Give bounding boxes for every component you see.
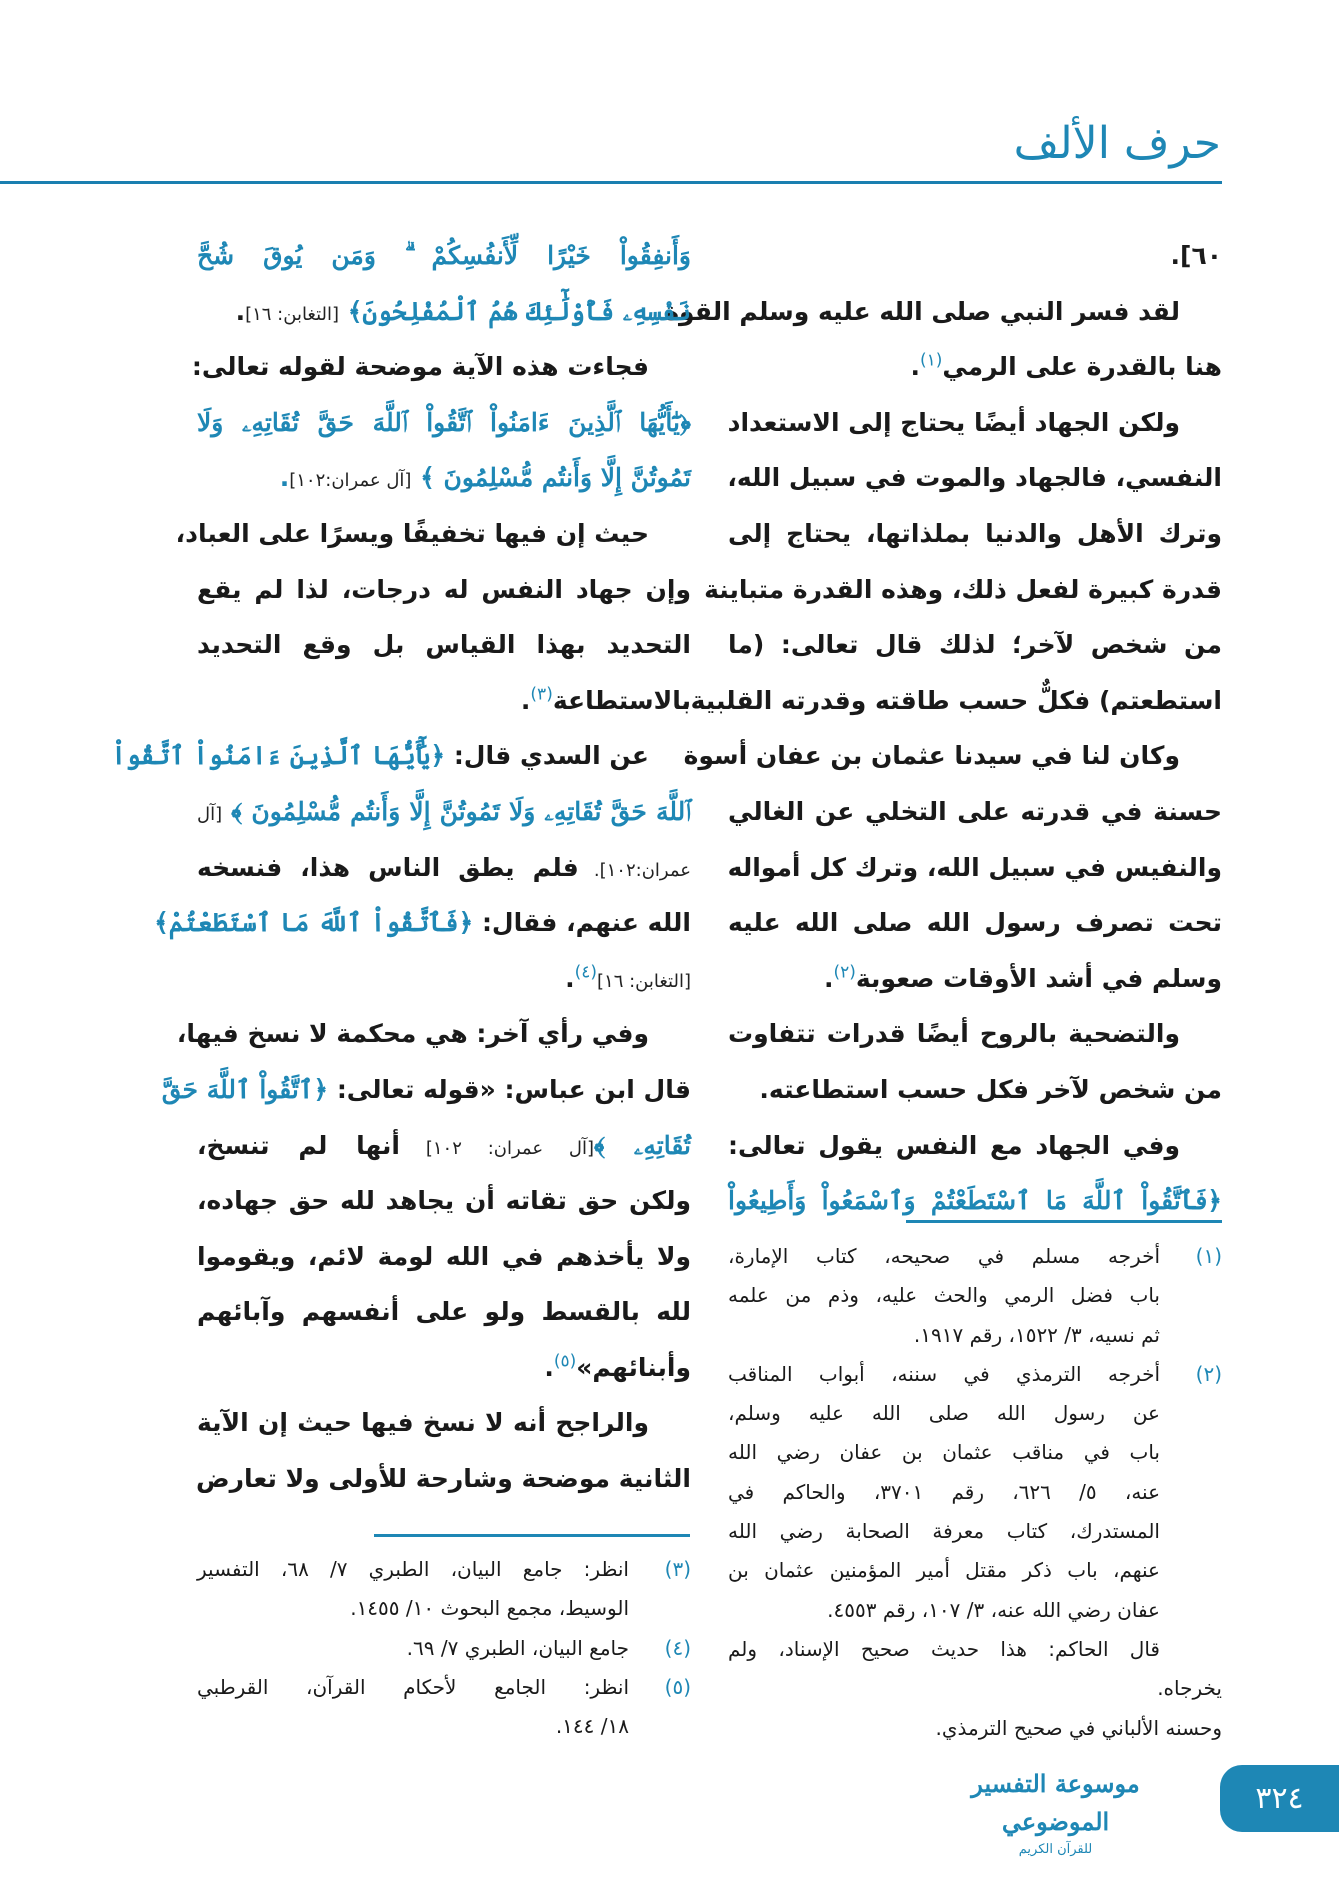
body-text: النفسي، فالجهاد والموت في سبيل الله، — [727, 463, 1222, 493]
text-line — [728, 450, 1222, 506]
footnote-line — [197, 1550, 691, 1589]
body-text: قدرة كبيرة لفعل ذلك، وهذه القدرة متباينة — [704, 574, 1222, 604]
text-line — [197, 395, 691, 451]
footnote-text: ١٨/ ١٤٤. — [555, 1714, 629, 1739]
footnote-line — [728, 1591, 1222, 1630]
body-text: . — [544, 1352, 554, 1382]
body-text: بالاستطاعة — [552, 685, 691, 715]
body-text: وسلم في أشد الأوقات صعوبة — [855, 963, 1222, 993]
footnote-text: قال الحاكم: هذا حديث صحيح الإسناد، ولم — [728, 1636, 1160, 1661]
text-line — [728, 784, 1222, 840]
quran-verse: تَمُوتُنَّ إِلَّا وَأَنتُم مُّسْلِمُونَ ﴾ — [411, 463, 691, 493]
footnote-number: (٥) — [664, 1674, 691, 1699]
text-line — [197, 617, 691, 673]
body-text: ولكن الجهاد أيضًا يحتاج إلى الاستعداد — [727, 407, 1180, 437]
footnote-line — [197, 1707, 691, 1746]
text-line — [197, 1118, 691, 1174]
body-text: تحت تصرف رسول الله صلى الله عليه — [728, 908, 1222, 938]
footnote-ref: (١) — [919, 350, 943, 371]
text-line — [191, 339, 691, 395]
verse-reference: [آل — [197, 803, 223, 825]
right-column-text — [664, 228, 1222, 1229]
logo-title: موسوعة التفسير الموضوعي — [971, 1769, 1140, 1836]
text-line — [728, 395, 1222, 451]
text-line — [197, 1229, 691, 1285]
quran-verse: ٱللَّهَ حَقَّ تُقَاتِهِۦ وَلَا تَمُوتُنَّ إِلَّا وَأَنتُم مُّسْلِمُونَ ﴾ — [222, 796, 691, 826]
body-text: قال ابن عباس: «قوله تعالى: — [328, 1074, 691, 1104]
footnote-line — [728, 1355, 1222, 1394]
body-text: ولا يأخذهم في الله لومة لائم، ويقوموا — [197, 1241, 691, 1271]
footnote-text: باب في مناقب عثمان بن عفان رضي الله — [728, 1440, 1160, 1465]
logo-subtitle: للقرآن الكريم — [1018, 1842, 1093, 1857]
body-text: وفي الجهاد مع النفس يقول تعالى: — [728, 1130, 1180, 1160]
period: . — [279, 463, 290, 493]
text-line — [197, 951, 691, 1007]
footnote-text: يخرجاه. — [1157, 1676, 1222, 1701]
verse-reference: عمران:١٠٢]. — [578, 859, 691, 881]
footnote-text: عنهم، باب ذكر مقتل أمير المؤمنين عثمان بن — [728, 1558, 1160, 1583]
text-line — [728, 617, 1222, 673]
encyclopedia-logo — [933, 1765, 1178, 1857]
body-text: . — [910, 352, 920, 382]
quran-verse: ﴿يَٰٓأَيُّهَا ٱلَّذِينَ ءَامَنُواْ ٱتَّقُواْ — [111, 741, 446, 771]
text-line — [728, 1062, 1222, 1118]
text-line — [197, 1284, 691, 1340]
footnotes-left — [197, 1550, 691, 1746]
footnote-ref: (٣) — [530, 684, 553, 705]
body-text: ولكن حق تقاته أن يجاهد لله حق جهاده، — [197, 1186, 691, 1216]
body-text: هنا بالقدرة على الرمي — [942, 352, 1222, 382]
text-line — [111, 728, 691, 784]
text-line — [197, 1451, 691, 1507]
body-text: حسنة في قدرته على التخلي عن الغالي — [728, 796, 1222, 826]
footnote-text: عفان رضي الله عنه، ٣/ ١٠٧، رقم ٤٥٥٣. — [827, 1597, 1160, 1622]
footnote-line — [728, 1669, 1222, 1708]
text-line — [197, 228, 691, 284]
footnote-ref: (٢) — [833, 962, 856, 983]
header-divider — [0, 181, 1222, 184]
text-line — [728, 951, 1222, 1007]
text-line — [197, 784, 691, 840]
footnote-line — [728, 1630, 1222, 1669]
text-line — [728, 228, 1222, 284]
text-line — [728, 1118, 1222, 1174]
page-number-badge — [1220, 1765, 1339, 1832]
text-line — [664, 284, 1222, 340]
text-line — [681, 673, 1222, 729]
footnote-text: انظر: جامع البيان، الطبري ٧/ ٦٨، التفسير — [197, 1557, 629, 1581]
body-text: . — [235, 296, 246, 326]
footnote-line — [728, 1433, 1222, 1472]
text-line — [704, 562, 1222, 618]
body-text: ٦٠]. — [1170, 241, 1222, 270]
footnote-line — [197, 1589, 691, 1628]
body-text: أنها لم تنسخ، — [197, 1130, 401, 1160]
body-text: . — [565, 963, 575, 993]
verse-reference: [التغابن: ١٦] — [597, 970, 691, 992]
footnote-ref: (٥) — [553, 1351, 577, 1372]
body-text: استطعتم) فكلٌّ حسب طاقته وقدرته القلبية. — [681, 685, 1222, 715]
footnotes-right — [728, 1237, 1222, 1748]
footnote-line — [728, 1473, 1222, 1512]
page-number: ٣٢٤ — [1255, 1781, 1304, 1816]
body-text: والتضحية بالروح أيضًا قدرات تتفاوت — [728, 1019, 1180, 1049]
footnote-text: ثم نسيه، ٣/ ١٥٢٢، رقم ١٩١٧. — [913, 1322, 1160, 1347]
footnote-text: وحسنه الألباني في صحيح الترمذي. — [935, 1715, 1222, 1740]
chapter-title: حرف الألف — [1013, 118, 1221, 169]
footnote-separator-right — [906, 1220, 1222, 1223]
text-line — [197, 562, 691, 618]
left-column-text — [111, 228, 691, 1507]
verse-reference: [التغابن: ١٦] — [245, 303, 340, 325]
body-text: والنفيس في سبيل الله، وترك كل أمواله — [727, 852, 1222, 882]
footnote-text: أخرجه الترمذي في سننه، أبواب المناقب — [728, 1361, 1160, 1386]
footnote-number: (٤) — [664, 1635, 691, 1660]
footnote-line — [728, 1276, 1222, 1315]
body-text: . — [823, 963, 834, 993]
text-line — [728, 895, 1222, 951]
footnote-text: عنه، ٥/ ٦٢٦، رقم ٣٧٠١، والحاكم في — [728, 1479, 1161, 1504]
text-line — [175, 506, 691, 562]
footnote-line — [728, 1709, 1222, 1748]
footnote-line — [728, 1512, 1222, 1551]
text-line — [728, 506, 1222, 562]
body-text: والراجح أنه لا نسخ فيها حيث إن الآية — [197, 1408, 649, 1438]
text-line — [154, 895, 691, 951]
footnote-separator-left — [374, 1534, 690, 1537]
footnote-number: (١) — [1195, 1244, 1222, 1268]
verse-reference: [آل عمران:١٠٢] — [289, 470, 412, 492]
text-line — [683, 728, 1222, 784]
body-text: لقد فسر النبي صلى الله عليه وسلم القوة — [664, 296, 1180, 326]
quran-verse: ﴿يَٰٓأَيُّهَا ٱلَّذِينَ ءَامَنُواْ ٱتَّقُواْ ٱللَّهَ حَقَّ تُقَاتِهِۦ وَلَا — [197, 407, 691, 437]
footnote-line — [728, 1316, 1222, 1355]
body-text: وفي رأي آخر: هي محكمة لا نسخ فيها، — [176, 1019, 649, 1049]
text-line — [161, 1062, 691, 1118]
body-text: عن السدي قال: — [445, 741, 649, 771]
text-line — [197, 1395, 691, 1451]
body-text: الثانية موضحة وشارحة للأولى ولا تعارض — [195, 1464, 691, 1494]
body-text: حيث إن فيها تخفيفًا ويسرًا على العباد، — [175, 518, 649, 548]
text-line — [728, 339, 1222, 395]
footnote-text: جامع البيان، الطبري ٧/ ٦٩. — [406, 1635, 629, 1660]
body-text: لله بالقسط ولو على أنفسهم وآبائهم — [197, 1297, 691, 1327]
body-text: وكان لنا في سيدنا عثمان بن عفان أسوة — [683, 741, 1180, 771]
footnote-line — [197, 1629, 691, 1668]
body-text: الله عنهم، فقال: — [473, 908, 691, 938]
footnote-ref: (٤) — [574, 962, 598, 983]
quran-verse: ﴿فَٱتَّقُواْ ٱللَّهَ مَا ٱسْتَطَعْتُمْ﴾ — [154, 908, 474, 938]
body-text: من شخص لآخر فكل حسب استطاعته. — [759, 1074, 1222, 1104]
text-line — [728, 840, 1222, 896]
footnote-line — [728, 1551, 1222, 1590]
body-text: وترك الأهل والدنيا بملذاتها، يحتاج إلى — [728, 518, 1222, 548]
text-line — [197, 284, 691, 340]
body-text: من شخص لآخر؛ لذلك قال تعالى: (ما — [728, 630, 1222, 660]
text-line — [176, 1006, 691, 1062]
body-text: وأبنائهم» — [576, 1352, 691, 1382]
text-line — [197, 1173, 691, 1229]
body-text: التحديد بهذا القياس بل وقع التحديد — [197, 630, 691, 660]
body-text: . — [520, 685, 531, 715]
footnote-text: باب فضل الرمي والحث عليه، وذم من علمه — [728, 1283, 1160, 1308]
text-line — [197, 1340, 691, 1396]
quran-verse: وَأَنفِقُواْ خَيْرًا لِّأَنفُسِكُمْ ۗ وَمَن يُوقَ شُحَّ — [197, 241, 691, 270]
quran-verse: تُقَاتِهِۦ ﴾ — [594, 1130, 691, 1160]
quran-verse: ﴿فَٱتَّقُواْ ٱللَّهَ مَا ٱسْتَطَعْتُمْ وَٱسْمَعُواْ وَأَطِيعُواْ — [728, 1186, 1222, 1216]
footnote-line — [728, 1394, 1222, 1433]
text-line — [728, 1006, 1222, 1062]
quran-verse: ﴿ٱتَّقُواْ ٱللَّهَ حَقَّ — [161, 1074, 329, 1104]
footnote-number: (٣) — [664, 1557, 691, 1581]
text-line — [197, 840, 691, 896]
footnote-line — [197, 1668, 691, 1707]
body-text: فلم يطق الناس هذا، فنسخه — [197, 852, 579, 882]
footnote-number: (٢) — [1195, 1361, 1222, 1386]
footnote-text: عن رسول الله صلى الله عليه وسلم، — [728, 1401, 1160, 1426]
verse-reference: [آل عمران: ١٠٢] — [400, 1137, 595, 1159]
text-line — [197, 673, 691, 729]
body-text: فجاءت هذه الآية موضحة لقوله تعالى: — [191, 352, 649, 382]
body-text: وإن جهاد النفس له درجات، لذا لم يقع — [197, 574, 691, 604]
footnote-text: الوسيط، مجمع البحوث ١٠/ ١٤٥٥. — [350, 1596, 629, 1621]
text-line — [197, 450, 691, 506]
quran-verse: نَفْسِهِۦ فَأُوْلَٰٓئِكَ هُمُ ٱلْمُفْلِحُونَ﴾ — [339, 296, 691, 326]
footnote-line — [728, 1237, 1222, 1276]
footnote-text: انظر: الجامع لأحكام القرآن، القرطبي — [197, 1674, 629, 1699]
footnote-text: أخرجه مسلم في صحيحه، كتاب الإمارة، — [728, 1244, 1160, 1268]
footnote-text: المستدرك، كتاب معرفة الصحابة رضي الله — [728, 1519, 1160, 1544]
